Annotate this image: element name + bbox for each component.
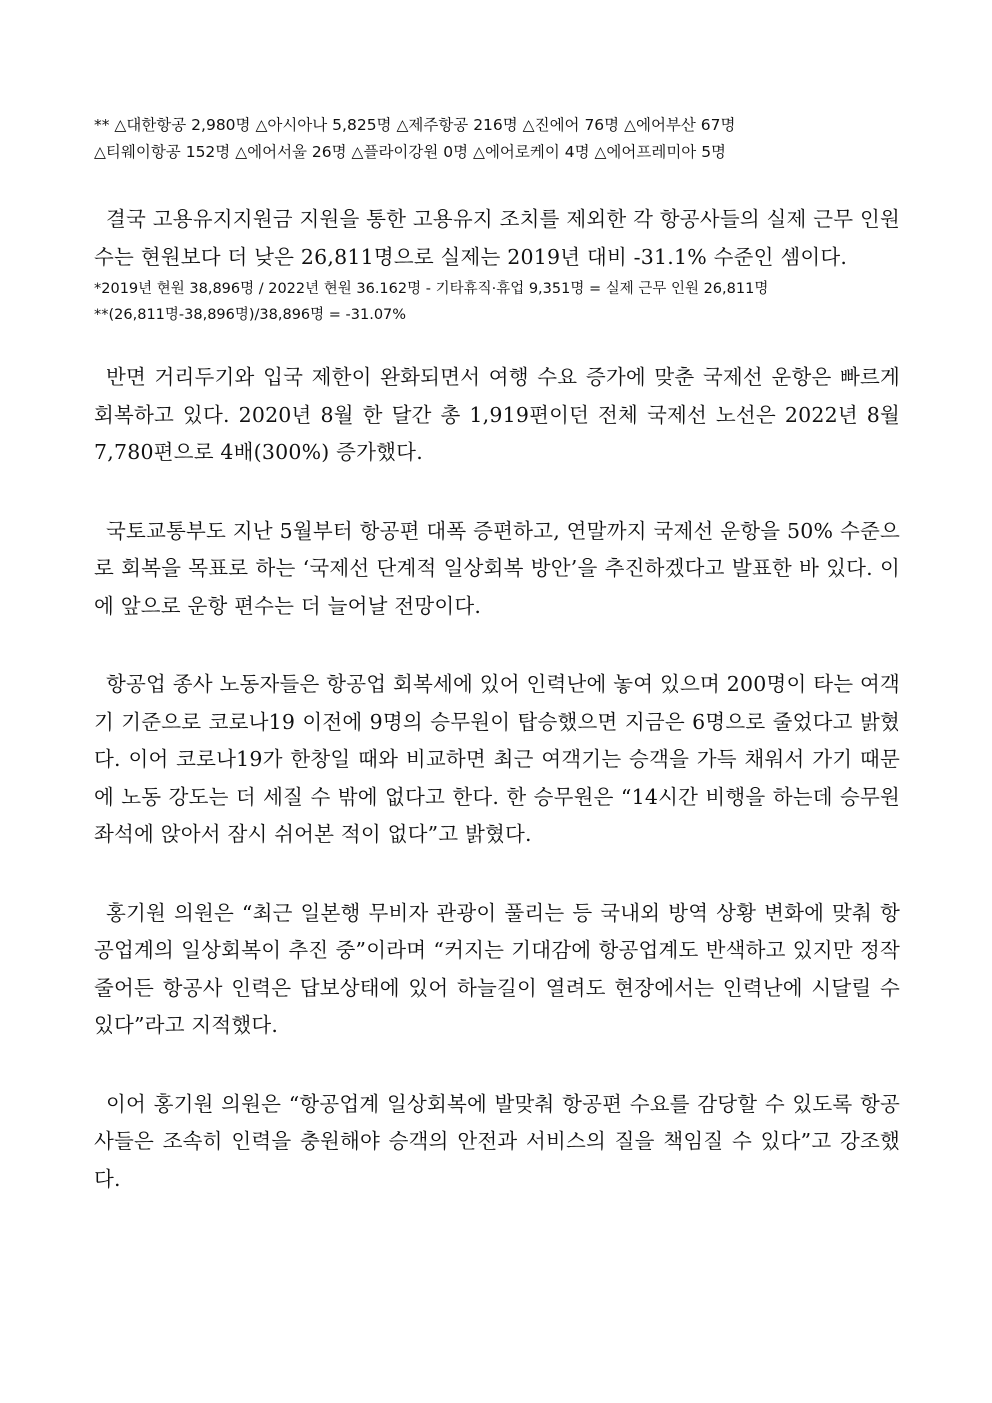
paragraph-ministry-plan: 국토교통부도 지난 5월부터 항공편 대폭 증편하고, 연말까지 국제선 운항을 50% 수준으로 회복을 목표로 하는 ‘국제선 단계적 일상회복 방안’을 추진하겠다고 발표한 바 있다. 이에 앞으로 운항 편수는 더 늘어날 전망이다. xyxy=(94,518,900,618)
footnote-calculation-line-2: **(26,811명-38,896명)/38,896명 = -31.07% xyxy=(94,307,407,323)
paragraph-lawmaker-remarks: 홍기원 의원은 “최근 일본행 무비자 관광이 풀리는 등 국내외 방역 상황 변화에 맞춰 항공업계의 일상회복이 추진 중”이라며 “커지는 기대감에 항공업계도 반색하고 있지만 정작 줄어든 항공사 인력은 답보상태에 있어 하늘길이 열려도 현장에서는 인력난에 시달릴 수 있다”라고 지적했다. xyxy=(94,900,900,1037)
paragraph-labor-shortage: 항공업 종사 노동자들은 항공업 회복세에 있어 인력난에 놓여 있으며 200명이 타는 여객기 기준으로 코로나19 이전에 9명의 승무원이 탑승했으면 지금은 6명으로 줄었다고 밝혔다. 이어 코로나19가 한창일 때와 비교하면 최근 여객기는 승객을 가득 채워서 가기 때문에 노동 강도는 더 세질 수 밖에 없다고 한다. 한 승무원은 “14시간 비행을 하는데 승무원 좌석에 앉아서 잠시 쉬어본 적이 없다”고 밝혔다. xyxy=(94,672,900,846)
footnote-airline-counts-line-2: △티웨이항공 152명 △에어서울 26명 △플라이강원 0명 △에어로케이 4명 △에어프레미아 5명 xyxy=(94,143,727,161)
footnote-airline-counts-line-1: ** △대한항공 2,980명 △아시아나 5,825명 △제주항공 216명 △진에어 76명 △에어부산 67명 xyxy=(94,116,736,134)
footnote-calculation-line-1: *2019년 현원 38,896명 / 2022년 현원 36.162명 - 기타휴직·휴업 9,351명 = 실제 근무 인원 26,811명 xyxy=(94,281,769,297)
paragraph-actual-workforce: 결국 고용유지지원금 지원을 통한 고용유지 조치를 제외한 각 항공사들의 실제 근무 인원수는 현원보다 더 낮은 26,811명으로 실제는 2019년 대비 -31.1% 수준인 셈이다. xyxy=(94,207,900,269)
paragraph-international-recovery: 반면 거리두기와 입국 제한이 완화되면서 여행 수요 증가에 맞춘 국제선 운항은 빠르게 회복하고 있다. 2020년 8월 한 달간 총 1,919편이던 전체 국제선 노선은 2022년 8월 7,780편으로 4배(300%) 증가했다. xyxy=(94,365,900,464)
paragraph-lawmaker-emphasis: 이어 홍기원 의원은 “항공업계 일상회복에 발맞춰 항공편 수요를 감당할 수 있도록 항공사들은 조속히 인력을 충원해야 승객의 안전과 서비스의 질을 책임질 수 있다”고 강조했다. xyxy=(94,1091,900,1191)
document-page xyxy=(94,112,900,1198)
